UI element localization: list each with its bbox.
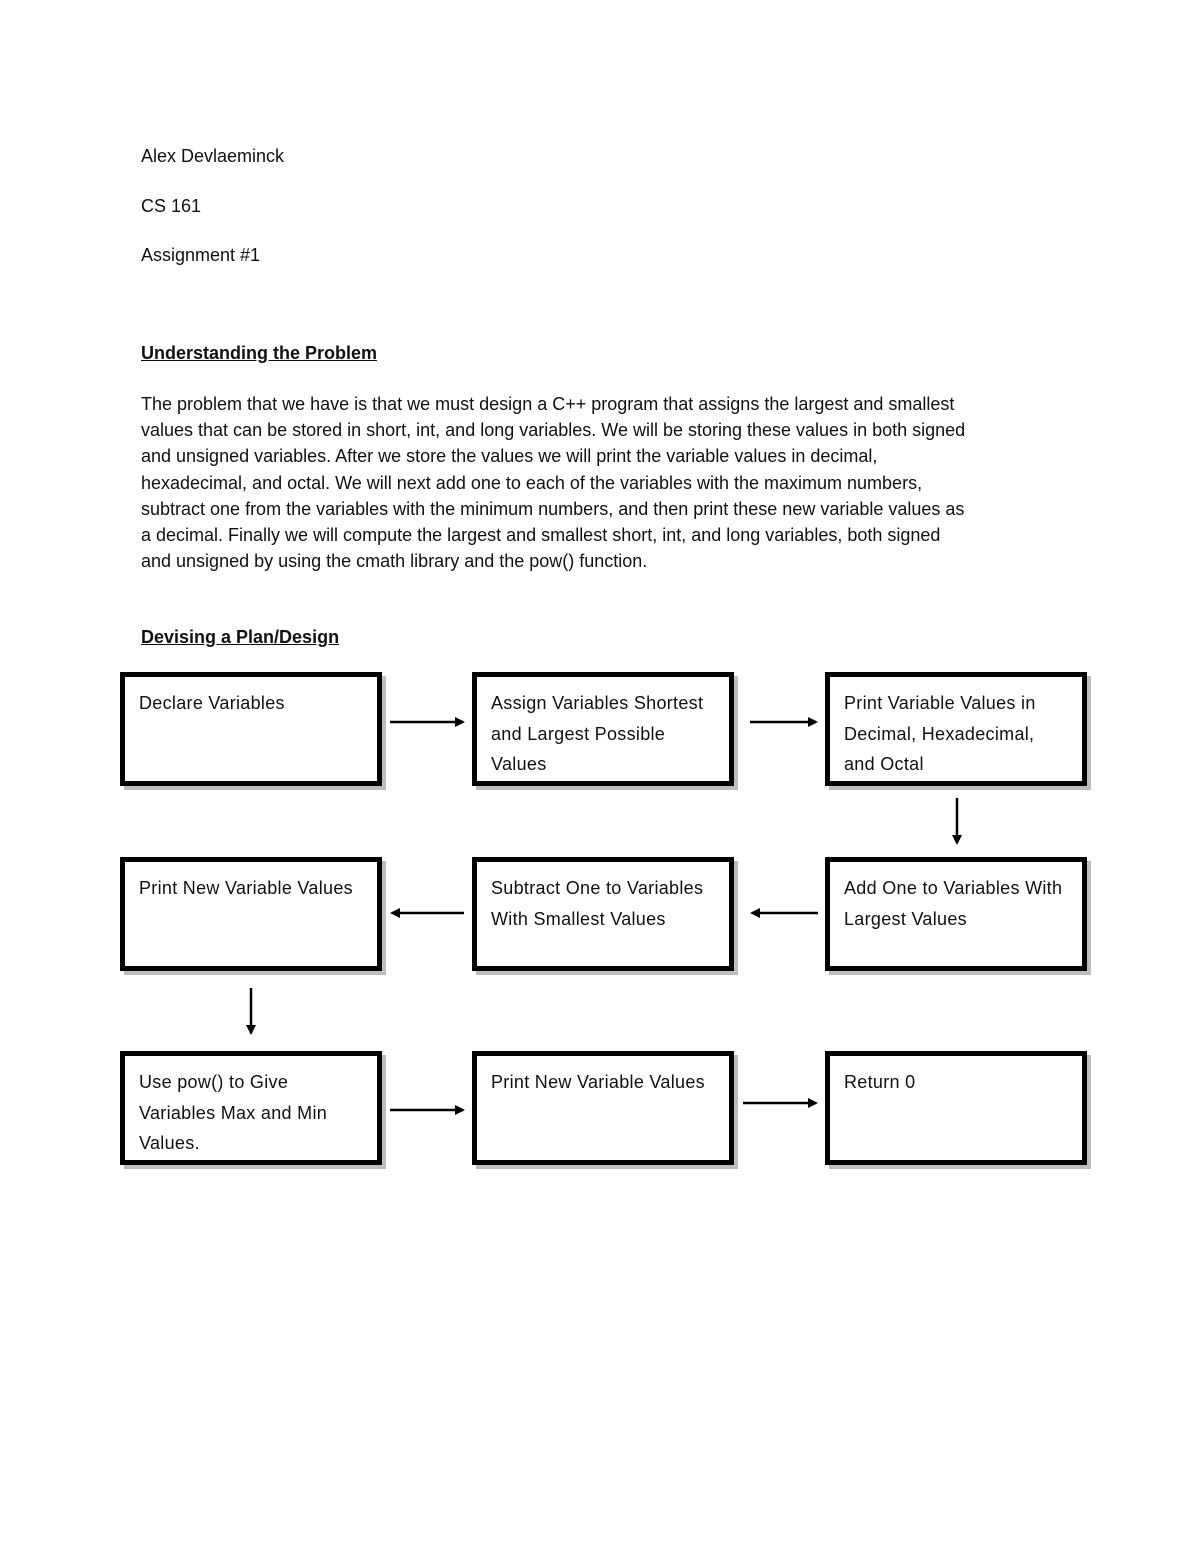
flowchart-step-add-one: Add One to Variables With Largest Values (825, 857, 1087, 971)
problem-paragraph: The problem that we have is that we must design a C++ program that assigns the largest and smallest values that can be stored in short, int, and long variables. We will be storing these values in both signed and unsigned variables. After we store the values we will print the variable values in decimal, hexadecimal, and octal. We will next add one to each of the variables with the maximum numbers, subtract one from the variables with the minimum numbers, and then print these new variable values as a decimal. Finally we will compute the largest and smallest short, int, and long variables, both signed and unsigned by using the cmath library and the pow() function. (141, 394, 966, 572)
plan-design-heading: Devising a Plan/Design (141, 627, 340, 647)
flowchart-step-assign-values: Assign Variables Shortest and Largest Possible Values (472, 672, 734, 786)
flowchart-step-print-new-values: Print New Variable Values (120, 857, 382, 971)
flowchart-step-use-pow: Use pow() to Give Variables Max and Min Values. (120, 1051, 382, 1165)
flowchart-step-declare-variables: Declare Variables (120, 672, 382, 786)
flowchart-step-print-new-values-2: Print New Variable Values (472, 1051, 734, 1165)
flowchart-step-return-0: Return 0 (825, 1051, 1087, 1165)
flowchart-step-subtract-one: Subtract One to Variables With Smallest Values (472, 857, 734, 971)
flowchart-step-print-values: Print Variable Values in Decimal, Hexadecimal, and Octal (825, 672, 1087, 786)
author-name: Alex Devlaeminck (141, 146, 285, 166)
understanding-heading: Understanding the Problem (141, 343, 378, 363)
course-number: CS 161 (141, 196, 202, 216)
assignment-title: Assignment #1 (141, 245, 261, 265)
